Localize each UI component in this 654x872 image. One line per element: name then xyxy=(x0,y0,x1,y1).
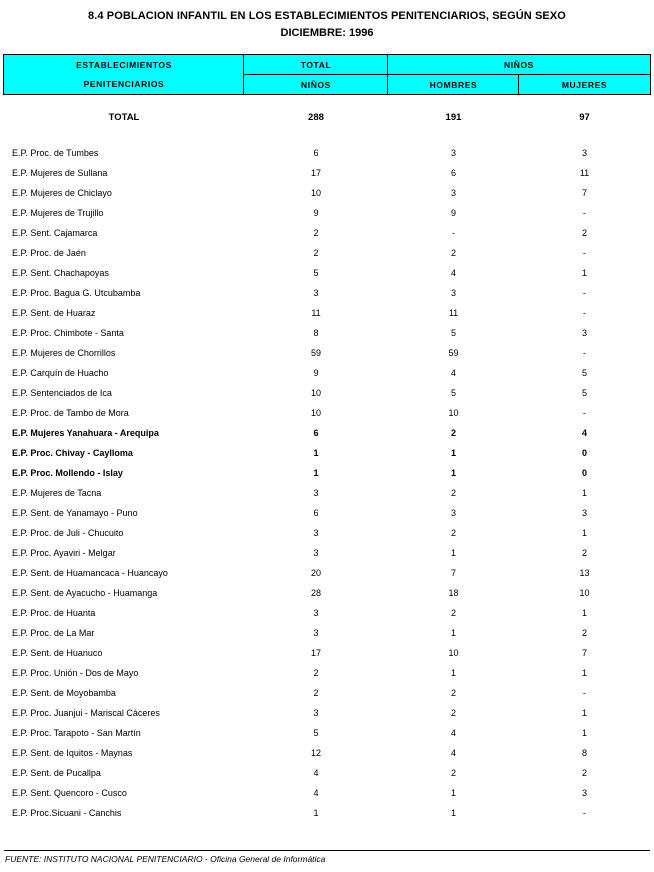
cell-total: 9 xyxy=(313,368,319,378)
table-row xyxy=(4,463,650,483)
cell-hombres: 1 xyxy=(450,668,456,678)
table-row xyxy=(4,303,650,323)
cell-total: 2 xyxy=(313,228,319,238)
cell-mujeres: 3 xyxy=(581,328,587,338)
spacer-row xyxy=(4,95,650,108)
cell-establecimiento: E.P. Proc. de La Mar xyxy=(11,628,95,638)
table-row xyxy=(4,163,650,183)
cell-total: 17 xyxy=(310,168,321,178)
table-row xyxy=(4,583,650,603)
cell-total: 5 xyxy=(313,728,319,738)
cell-mujeres: 2 xyxy=(581,628,587,638)
table-row xyxy=(4,183,650,203)
cell-total: 1 xyxy=(313,448,319,458)
cell-establecimiento: E.P. Sent. de Moyobamba xyxy=(11,688,116,698)
source-note: FUENTE: INSTITUTO NACIONAL PENITENCIARIO - Oficina General de Informática xyxy=(5,854,326,864)
cell-hombres: 4 xyxy=(450,748,456,758)
cell-total: 1 xyxy=(313,808,319,818)
cell-hombres: 1 xyxy=(450,548,456,558)
cell-total: 3 xyxy=(313,288,319,298)
cell-mujeres: 7 xyxy=(581,188,587,198)
cell-establecimiento: E.P. Proc. de Huanta xyxy=(11,608,96,618)
title-line-1: 8.4 POBLACION INFANTIL EN LOS ESTABLECIMIENTOS PENITENCIARIOS, SEGÚN SEXO xyxy=(88,10,566,22)
cell-mujeres: 0 xyxy=(581,468,587,478)
cell-mujeres: - xyxy=(582,248,586,258)
cell-mujeres: 1 xyxy=(581,708,587,718)
cell-total: 4 xyxy=(313,768,319,778)
cell-hombres: 3 xyxy=(450,148,456,158)
table-row xyxy=(4,323,650,343)
footer xyxy=(0,844,654,864)
cell-establecimiento: E.P. Proc. Chivay - Caylloma xyxy=(11,448,133,458)
table-row xyxy=(4,403,650,423)
cell-mujeres: 5 xyxy=(581,368,587,378)
cell-establecimiento: E.P. Proc. de Jaén xyxy=(11,248,86,258)
cell-total: 20 xyxy=(310,568,321,578)
table-row xyxy=(4,623,650,643)
cell-hombres: 2 xyxy=(450,248,456,258)
cell-mujeres: - xyxy=(582,688,586,698)
cell-establecimiento: E.P. Sentenciados de Ica xyxy=(11,388,112,398)
table-header xyxy=(4,55,650,95)
cell-mujeres: 0 xyxy=(581,448,587,458)
cell-hombres: 4 xyxy=(450,728,456,738)
table-row xyxy=(4,663,650,683)
cell-total: 59 xyxy=(310,348,321,358)
cell-mujeres: 7 xyxy=(581,648,587,658)
cell-hombres: 59 xyxy=(448,348,459,358)
cell-total: 4 xyxy=(313,788,319,798)
table-row xyxy=(4,483,650,503)
gap-cell xyxy=(4,127,650,143)
total-label: TOTAL xyxy=(108,111,140,123)
cell-establecimiento: E.P. Carquín de Huacho xyxy=(11,368,109,378)
cell-total: 3 xyxy=(313,708,319,718)
cell-hombres: 5 xyxy=(450,388,456,398)
table-row xyxy=(4,643,650,663)
table-row xyxy=(4,143,650,163)
cell-total: 6 xyxy=(313,428,319,438)
cell-total: 1 xyxy=(313,468,319,478)
table-row xyxy=(4,743,650,763)
cell-mujeres: 13 xyxy=(579,568,590,578)
table-row xyxy=(4,783,650,803)
cell-establecimiento: E.P. Sent. de Ayacucho - Huamanga xyxy=(11,588,158,598)
cell-establecimiento: E.P. Proc. Tarapoto - San Martín xyxy=(11,728,141,738)
table-row xyxy=(4,723,650,743)
cell-mujeres: 4 xyxy=(581,428,587,438)
table-row xyxy=(4,243,650,263)
table-row xyxy=(4,603,650,623)
cell-mujeres: 1 xyxy=(581,488,587,498)
column-header-mujeres: MUJERES xyxy=(519,75,650,95)
table-row xyxy=(4,763,650,783)
table-row xyxy=(4,343,650,363)
cell-hombres: 9 xyxy=(450,208,456,218)
cell-hombres: 2 xyxy=(450,608,456,618)
cell-establecimiento: E.P. Sent. Quencoro - Cusco xyxy=(11,788,127,798)
column-header-establecimientos-line1: ESTABLECIMIENTOS xyxy=(76,59,172,70)
cell-establecimiento: E.P. Sent. de Yanamayo - Puno xyxy=(11,508,138,518)
cell-total: 10 xyxy=(310,188,321,198)
cell-total: 9 xyxy=(313,208,319,218)
cell-establecimiento: E.P. Sent. de Huaraz xyxy=(11,308,96,318)
cell-establecimiento: E.P. Mujeres de Chorrillos xyxy=(11,348,116,358)
cell-hombres: 18 xyxy=(448,588,459,598)
cell-establecimiento: E.P. Proc. de Tumbes xyxy=(11,148,99,158)
cell-total: 3 xyxy=(313,628,319,638)
cell-total: 3 xyxy=(313,548,319,558)
column-header-hombres: HOMBRES xyxy=(388,75,519,95)
spacer-cell xyxy=(4,95,650,108)
cell-total: 12 xyxy=(310,748,321,758)
cell-hombres: 1 xyxy=(450,808,456,818)
cell-hombres: 2 xyxy=(450,688,456,698)
population-table xyxy=(3,54,650,823)
cell-mujeres: - xyxy=(582,208,586,218)
table-row xyxy=(4,563,650,583)
cell-mujeres: - xyxy=(582,288,586,298)
cell-establecimiento: E.P. Proc. Chimbote - Santa xyxy=(11,328,124,338)
page-title xyxy=(0,0,654,41)
cell-total: 3 xyxy=(313,608,319,618)
cell-mujeres: 2 xyxy=(581,768,587,778)
cell-total: 6 xyxy=(313,148,319,158)
cell-hombres: 1 xyxy=(450,448,456,458)
column-header-total-ninos: NIÑOS xyxy=(244,75,388,95)
cell-hombres: 2 xyxy=(450,428,456,438)
table-row-total xyxy=(4,107,650,127)
title-line-2: DICIEMBRE: 1996 xyxy=(280,27,374,39)
cell-mujeres: 3 xyxy=(581,508,587,518)
cell-hombres: 10 xyxy=(448,648,459,658)
cell-mujeres: 2 xyxy=(581,228,587,238)
cell-total: 2 xyxy=(313,688,319,698)
cell-hombres: 1 xyxy=(450,788,456,798)
cell-establecimiento: E.P. Mujeres de Trujillo xyxy=(11,208,104,218)
cell-hombres: 3 xyxy=(450,288,456,298)
total-value-total: 288 xyxy=(308,111,324,123)
cell-hombres: 2 xyxy=(450,488,456,498)
cell-hombres: 2 xyxy=(450,708,456,718)
cell-total: 17 xyxy=(310,648,321,658)
cell-mujeres: 1 xyxy=(581,528,587,538)
table-row xyxy=(4,703,650,723)
cell-establecimiento: E.P. Mujeres de Tacna xyxy=(11,488,102,498)
cell-total: 8 xyxy=(313,328,319,338)
cell-hombres: 3 xyxy=(450,508,456,518)
cell-establecimiento: E.P. Sent. Chachapoyas xyxy=(11,268,109,278)
cell-mujeres: - xyxy=(582,308,586,318)
cell-establecimiento: E.P. Proc. Ayaviri - Melgar xyxy=(11,548,116,558)
cell-total: 6 xyxy=(313,508,319,518)
cell-hombres: - xyxy=(451,228,455,238)
table-row xyxy=(4,543,650,563)
cell-establecimiento: E.P. Proc. de Juli - Chucuito xyxy=(11,528,124,538)
cell-hombres: 5 xyxy=(450,328,456,338)
cell-hombres: 1 xyxy=(450,468,456,478)
table-row xyxy=(4,803,650,823)
cell-establecimiento: E.P. Proc. de Tambo de Mora xyxy=(11,408,129,418)
table-row xyxy=(4,423,650,443)
cell-establecimiento: E.P. Proc. Juanjui - Mariscal Cáceres xyxy=(11,708,160,718)
cell-total: 28 xyxy=(310,588,321,598)
column-header-establecimientos xyxy=(4,55,244,95)
gap-row xyxy=(4,127,650,143)
cell-mujeres: - xyxy=(582,808,586,818)
cell-hombres: 3 xyxy=(450,188,456,198)
cell-hombres: 4 xyxy=(450,268,456,278)
total-value-hombres: 191 xyxy=(445,111,462,123)
column-header-ninos: NIÑOS xyxy=(388,55,650,75)
cell-establecimiento: E.P. Sent. Cajamarca xyxy=(11,228,98,238)
cell-total: 10 xyxy=(310,388,321,398)
cell-establecimiento: E.P. Mujeres de Sullana xyxy=(11,168,108,178)
cell-total: 10 xyxy=(310,408,321,418)
table-row xyxy=(4,503,650,523)
cell-mujeres: 3 xyxy=(581,148,587,158)
cell-establecimiento: E.P. Mujeres de Chiclayo xyxy=(11,188,112,198)
cell-mujeres: - xyxy=(582,348,586,358)
cell-establecimiento: E.P. Proc. Mollendo - Islay xyxy=(11,468,123,478)
cell-hombres: 2 xyxy=(450,528,456,538)
cell-mujeres: 8 xyxy=(581,748,587,758)
cell-total: 2 xyxy=(313,668,319,678)
table-row xyxy=(4,283,650,303)
cell-mujeres: 1 xyxy=(581,668,587,678)
cell-establecimiento: E.P. Mujeres Yanahuara - Arequipa xyxy=(11,428,159,438)
table-row xyxy=(4,203,650,223)
cell-establecimiento: E.P. Proc. Bagua G. Utcubamba xyxy=(11,288,141,298)
table-row xyxy=(4,363,650,383)
cell-hombres: 6 xyxy=(450,168,456,178)
cell-total: 3 xyxy=(313,488,319,498)
table-row xyxy=(4,263,650,283)
column-header-total: TOTAL xyxy=(244,55,388,75)
cell-hombres: 4 xyxy=(450,368,456,378)
cell-mujeres: 1 xyxy=(581,268,587,278)
table-row xyxy=(4,683,650,703)
cell-establecimiento: E.P. Proc. Unión - Dos de Mayo xyxy=(11,668,139,678)
cell-hombres: 2 xyxy=(450,768,456,778)
cell-hombres: 7 xyxy=(450,568,456,578)
table-row xyxy=(4,523,650,543)
cell-establecimiento: E.P. Sent. de Iquitos - Maynas xyxy=(11,748,133,758)
cell-hombres: 10 xyxy=(448,408,459,418)
total-value-mujeres: 97 xyxy=(579,111,590,123)
table-row xyxy=(4,223,650,243)
cell-total: 5 xyxy=(313,268,319,278)
cell-establecimiento: E.P. Proc.Sicuani - Canchis xyxy=(11,808,122,818)
cell-hombres: 11 xyxy=(448,308,459,318)
cell-total: 3 xyxy=(313,528,319,538)
cell-establecimiento: E.P. Sent. de Huanuco xyxy=(11,648,103,658)
cell-mujeres: 1 xyxy=(581,608,587,618)
cell-mujeres: 11 xyxy=(579,168,590,178)
cell-total: 2 xyxy=(313,248,319,258)
cell-mujeres: 5 xyxy=(581,388,587,398)
cell-mujeres: - xyxy=(582,408,586,418)
column-header-establecimientos-line2: PENITENCIARIOS xyxy=(83,78,165,89)
table-body xyxy=(4,95,650,824)
cell-establecimiento: E.P. Sent. de Huamancaca - Huancayo xyxy=(11,568,168,578)
table-row xyxy=(4,443,650,463)
cell-mujeres: 10 xyxy=(579,588,590,598)
cell-mujeres: 2 xyxy=(581,548,587,558)
cell-establecimiento: E.P. Sent. de Pucallpa xyxy=(11,768,101,778)
cell-mujeres: 3 xyxy=(581,788,587,798)
cell-mujeres: 1 xyxy=(581,728,587,738)
cell-total: 11 xyxy=(311,308,321,318)
table-row xyxy=(4,383,650,403)
cell-hombres: 1 xyxy=(450,628,456,638)
